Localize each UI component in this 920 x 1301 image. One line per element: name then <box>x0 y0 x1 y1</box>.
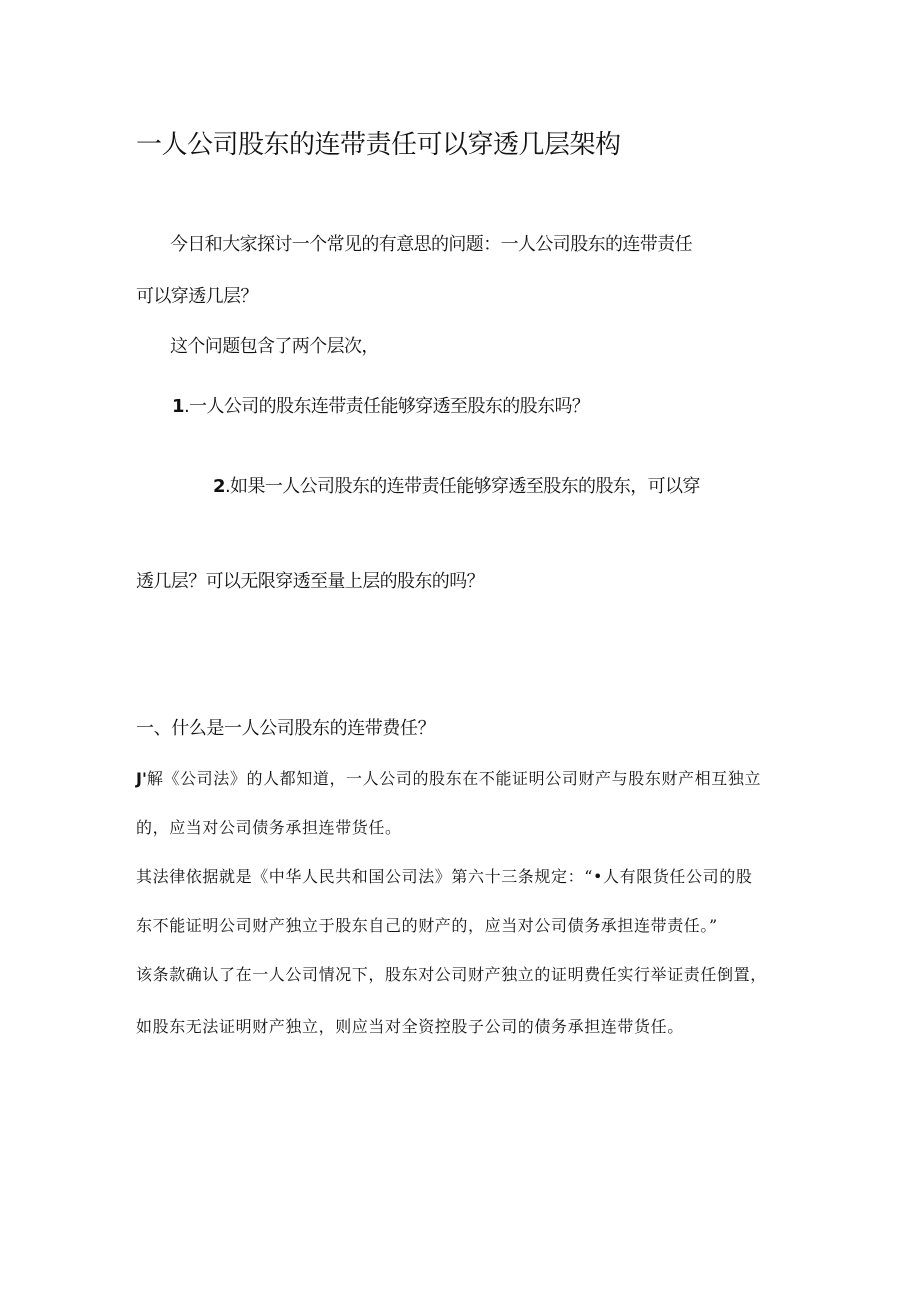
question-1-text: .一人公司的股东连带责任能够穿透至股东的股东吗？ <box>183 396 590 417</box>
section-1-paragraph-3-line-1: 该条款确认了在一人公司情况下，股东对公司财产独立的证明费任实行举证责任倒置， <box>136 965 767 984</box>
section-1-paragraph-1-line-1 <box>136 766 761 789</box>
section-1-paragraph-2-line-1: 其法律依据就是《中华人民共和国公司法》第六十三条规定：“•人有限货任公司的股 <box>136 867 753 886</box>
intro-line-1: 今日和大家探讨一个常见的有意思的问题：一人公司股东的连带责任 <box>170 234 692 255</box>
intro-line-3: 这个问题包含了两个层次， <box>170 336 379 357</box>
question-1-number: 1 <box>172 396 184 417</box>
paragraph-1-line-1-text: 解《公司法》的人都知道，一人公司的股东在不能证明公司财产与股东财产相互独立 <box>146 769 762 788</box>
section-1-paragraph-3-line-2: 如股东无法证明财产独立，则应当对全资控股子公司的债务承担连带货任。 <box>136 1017 684 1036</box>
question-2-number: 2 <box>213 476 225 497</box>
intro-line-2: 可以穿透几层？ <box>136 286 258 307</box>
question-2 <box>213 472 700 498</box>
question-2-continuation: 透几层？可以无限穿透至量上层的股东的吗？ <box>136 571 484 592</box>
section-1-heading: 一、什么是一人公司股东的连带费任？ <box>136 718 436 739</box>
document-title: 一人公司股东的连带责任可以穿透几层架构 <box>136 130 621 160</box>
section-1-paragraph-1-line-2: 的，应当对公司债务承担连带货任。 <box>136 818 402 837</box>
question-2-text: .如果一人公司股东的连带责任能够穿透至股东的股东，可以穿 <box>224 476 700 497</box>
question-1 <box>172 392 589 418</box>
section-1-paragraph-2-line-2: 东不能证明公司财产独立于股东自己的财产的，应当对公司债务承担连带责任。” <box>136 916 718 935</box>
paragraph-lead-glyph: J' <box>136 769 147 788</box>
